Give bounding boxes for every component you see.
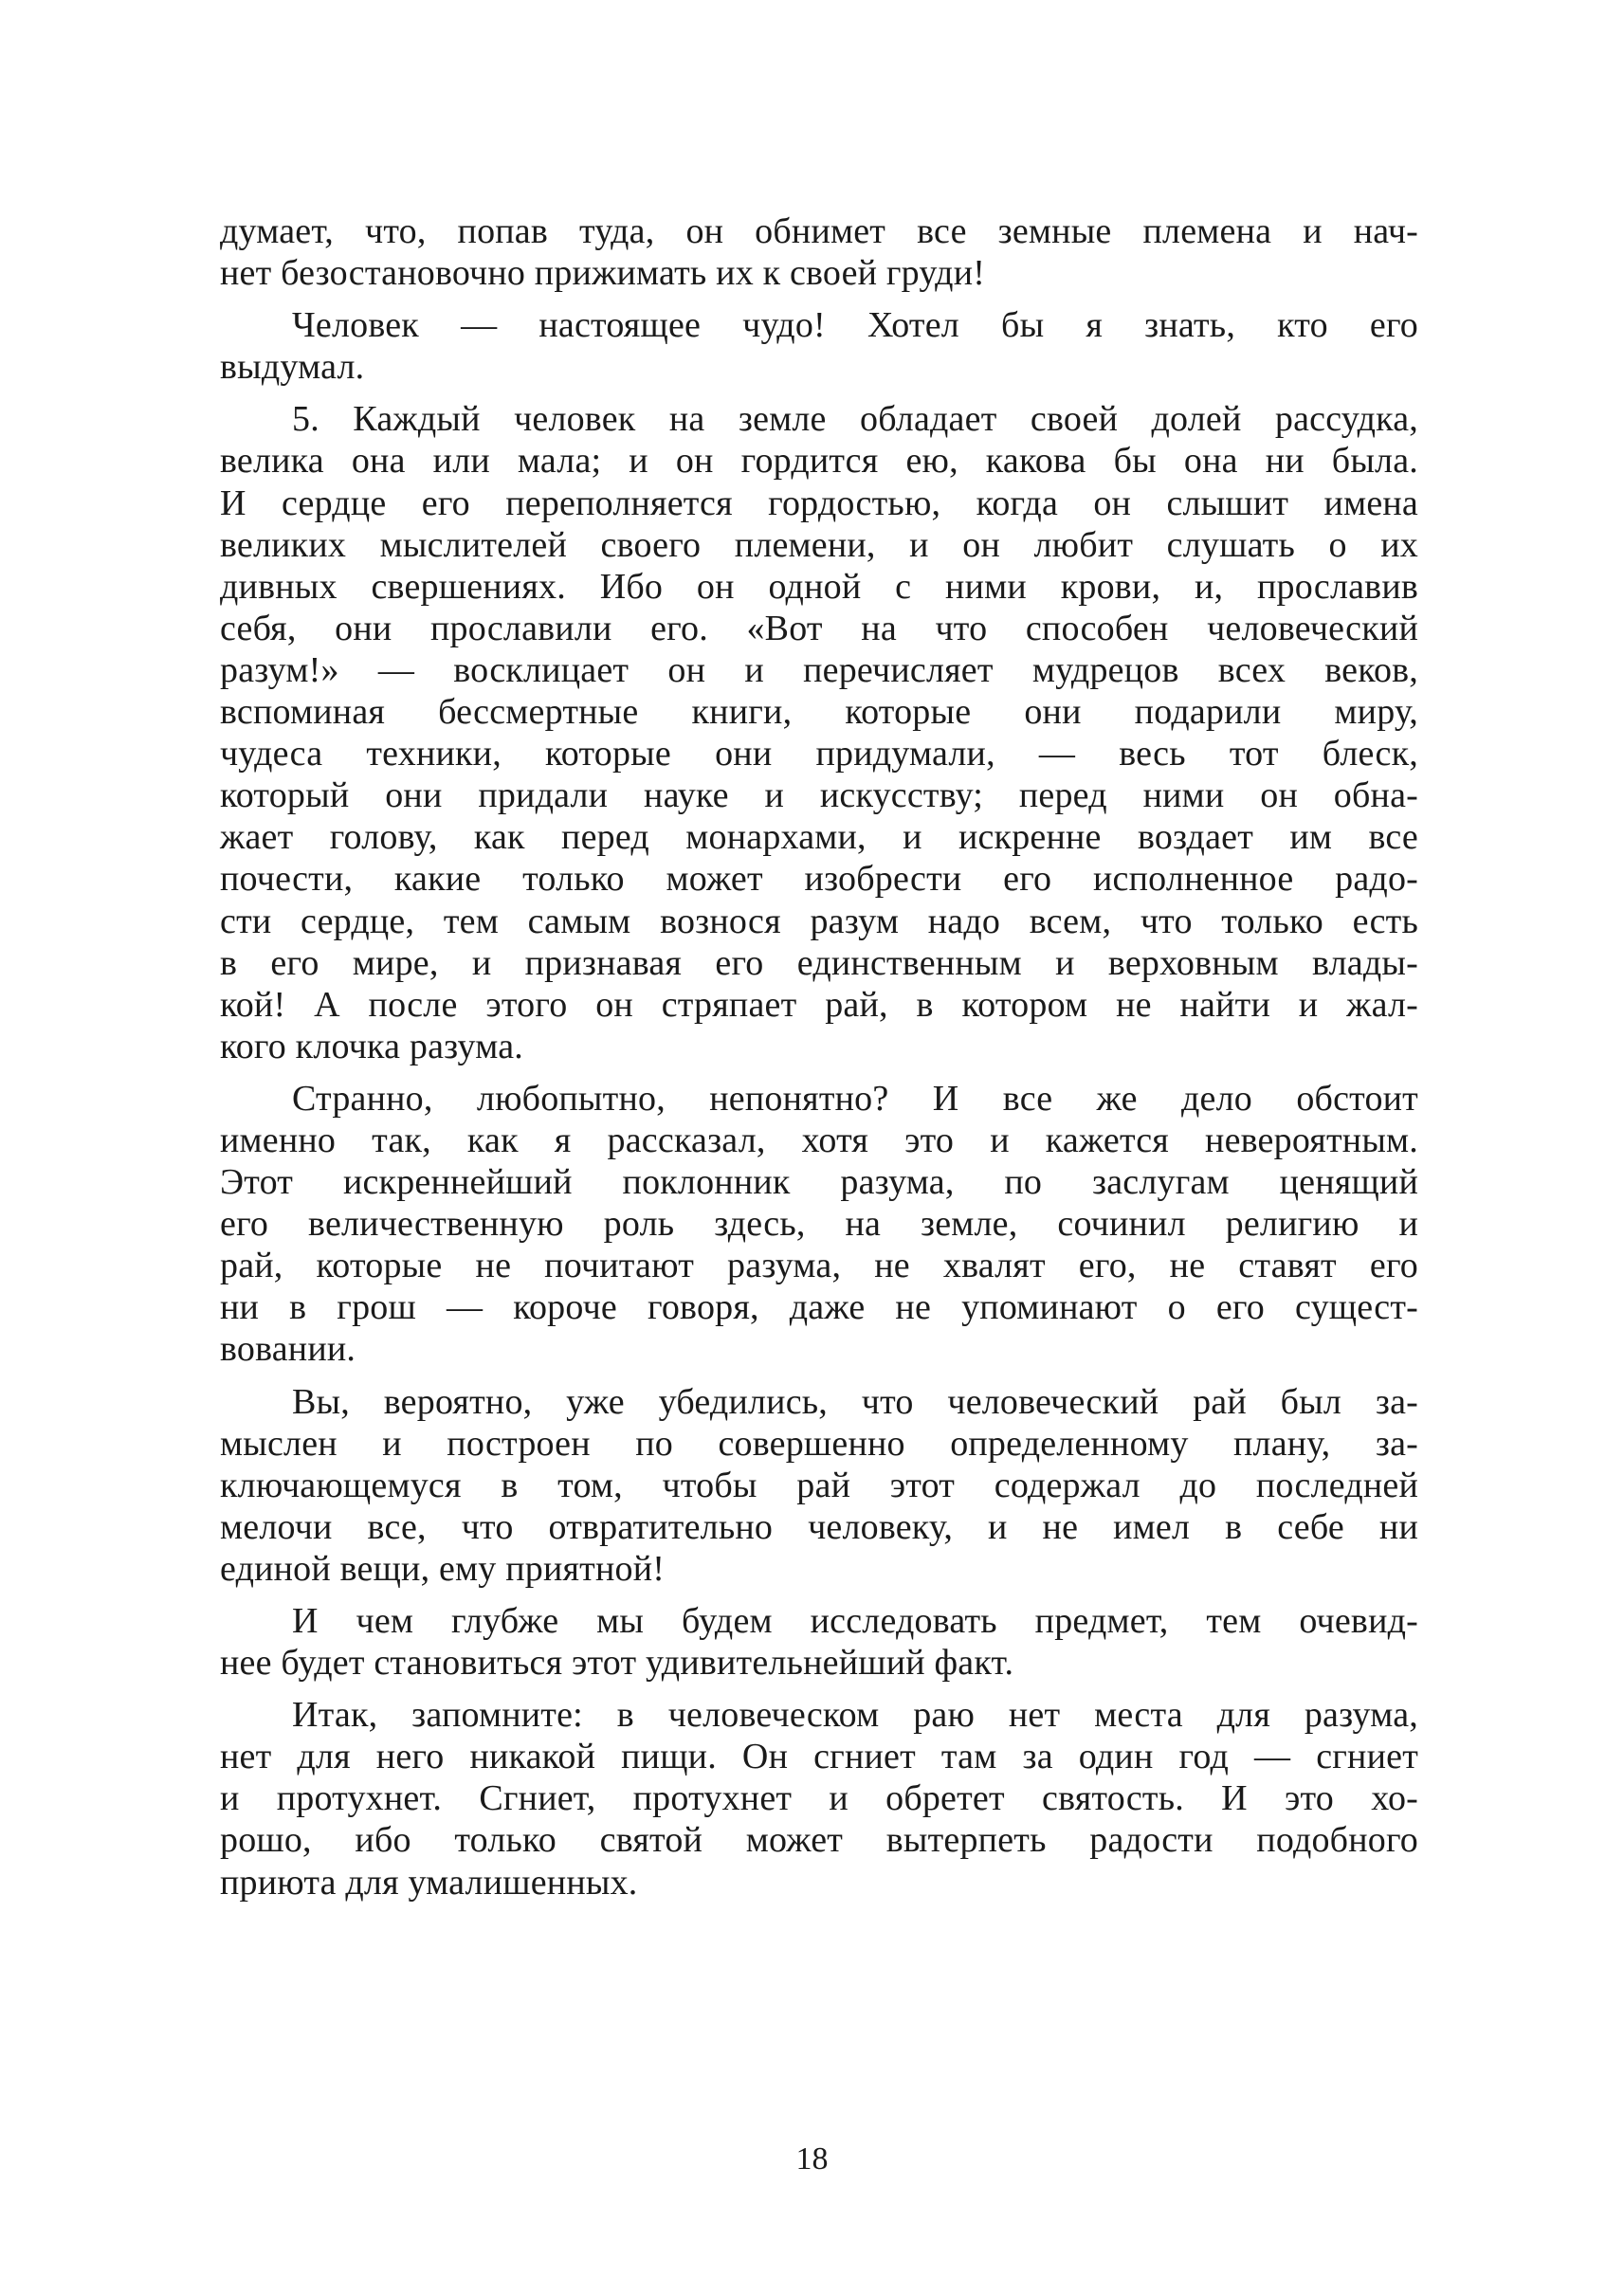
paragraph-5 bbox=[220, 1381, 1418, 1590]
text-line: 5. Каждый человек на земле обладает своей долей рассудка, bbox=[292, 399, 1418, 440]
text-line: мыслен и построен по совершенно определенному плану, за- bbox=[220, 1423, 1418, 1464]
text-line: мелочи все, что отвратительно человеку, и не имел в себе ни bbox=[220, 1506, 1418, 1547]
text-line: Этот искреннейший поклонник разума, по заслугам ценящий bbox=[220, 1162, 1418, 1203]
text-line: И чем глубже мы будем исследовать предмет, тем очевид- bbox=[292, 1601, 1418, 1641]
text-line: рай, которые не почитают разума, не хвалят его, не ставят его bbox=[220, 1246, 1418, 1286]
text-line: чудеса техники, которые они придумали, — весь тот блеск, bbox=[220, 734, 1418, 774]
text-line: приюта для умалишенных. bbox=[220, 1862, 638, 1903]
text-line: единой вещи, ему приятной! bbox=[220, 1548, 666, 1589]
page-body-text bbox=[220, 210, 1418, 1903]
text-line: Итак, запомните: в человеческом раю нет места для разума, bbox=[292, 1695, 1418, 1736]
text-line: в его мире, и признавая его единственным и верховным влады- bbox=[220, 942, 1418, 983]
text-line: И сердце его переполняется гордостью, когда он слышит имена bbox=[220, 483, 1418, 523]
text-line: великих мыслителей своего племени, и он любит слушать о их bbox=[220, 524, 1418, 565]
text-line: вспоминая бессмертные книги, которые они подарили миру, bbox=[220, 692, 1418, 733]
text-line: Вы, вероятно, уже убедились, что человеческий рай был за- bbox=[292, 1381, 1418, 1422]
text-line: его величественную роль здесь, на земле, сочинил религию и bbox=[220, 1204, 1418, 1245]
text-line: разум!» — восклицает он и перечисляет мудрецов всех веков, bbox=[220, 649, 1418, 690]
text-line: кого клочка разума. bbox=[220, 1026, 524, 1066]
paragraph-7 bbox=[220, 1694, 1418, 1903]
text-line: жает голову, как перед монархами, и искренне воздает им все bbox=[220, 817, 1418, 858]
text-line: велика она или мала; и он гордится ею, какова бы она ни была. bbox=[220, 441, 1418, 482]
page-number: 18 bbox=[795, 2141, 829, 2177]
text-line: вовании. bbox=[220, 1329, 356, 1370]
text-line: рошо, ибо только святой может вытерпеть радости подобного bbox=[220, 1820, 1418, 1861]
text-line: сти сердце, тем самым вознося разум надо всем, что только есть bbox=[220, 901, 1418, 941]
text-line: и протухнет. Сгниет, протухнет и обретет святость. И это хо- bbox=[220, 1778, 1418, 1819]
text-line: выдумал. bbox=[220, 347, 365, 388]
text-line: себя, они прославили его. «Вот на что способен человеческий bbox=[220, 608, 1418, 648]
text-line: именно так, как я рассказал, хотя это и кажется невероятным. bbox=[220, 1120, 1418, 1160]
paragraph-3 bbox=[220, 398, 1418, 1067]
text-line: нет безостановочно прижимать их к своей груди! bbox=[220, 253, 986, 294]
text-line: ни в грош — короче говоря, даже не упоминают о его сущест- bbox=[220, 1287, 1418, 1328]
text-line: который они придали науке и искусству; перед ними он обна- bbox=[220, 775, 1418, 816]
text-line: Странно, любопытно, непонятно? И все же дело обстоит bbox=[292, 1078, 1418, 1119]
text-line: ключающемуся в том, чтобы рай этот содержал до последней bbox=[220, 1465, 1418, 1505]
text-line: нет для него никакой пищи. Он сгниет там за один год — сгниет bbox=[220, 1737, 1418, 1777]
text-line: нее будет становиться этот удивительнейший факт. bbox=[220, 1643, 1014, 1684]
paragraph-6 bbox=[220, 1600, 1418, 1684]
text-line: кой! А после этого он стряпает рай, в котором не найти и жал- bbox=[220, 984, 1418, 1025]
text-line: почести, какие только может изобрести его исполненное радо- bbox=[220, 859, 1418, 900]
paragraph-1 bbox=[220, 210, 1418, 294]
paragraph-2 bbox=[220, 304, 1418, 388]
text-line: думает, что, попав туда, он обнимет все земные племена и нач- bbox=[220, 211, 1418, 251]
text-line: Человек — настоящее чудо! Хотел бы я знать, кто его bbox=[292, 305, 1418, 346]
text-line: дивных свершениях. Ибо он одной с ними крови, и, прославив bbox=[220, 566, 1418, 607]
paragraph-4 bbox=[220, 1078, 1418, 1371]
